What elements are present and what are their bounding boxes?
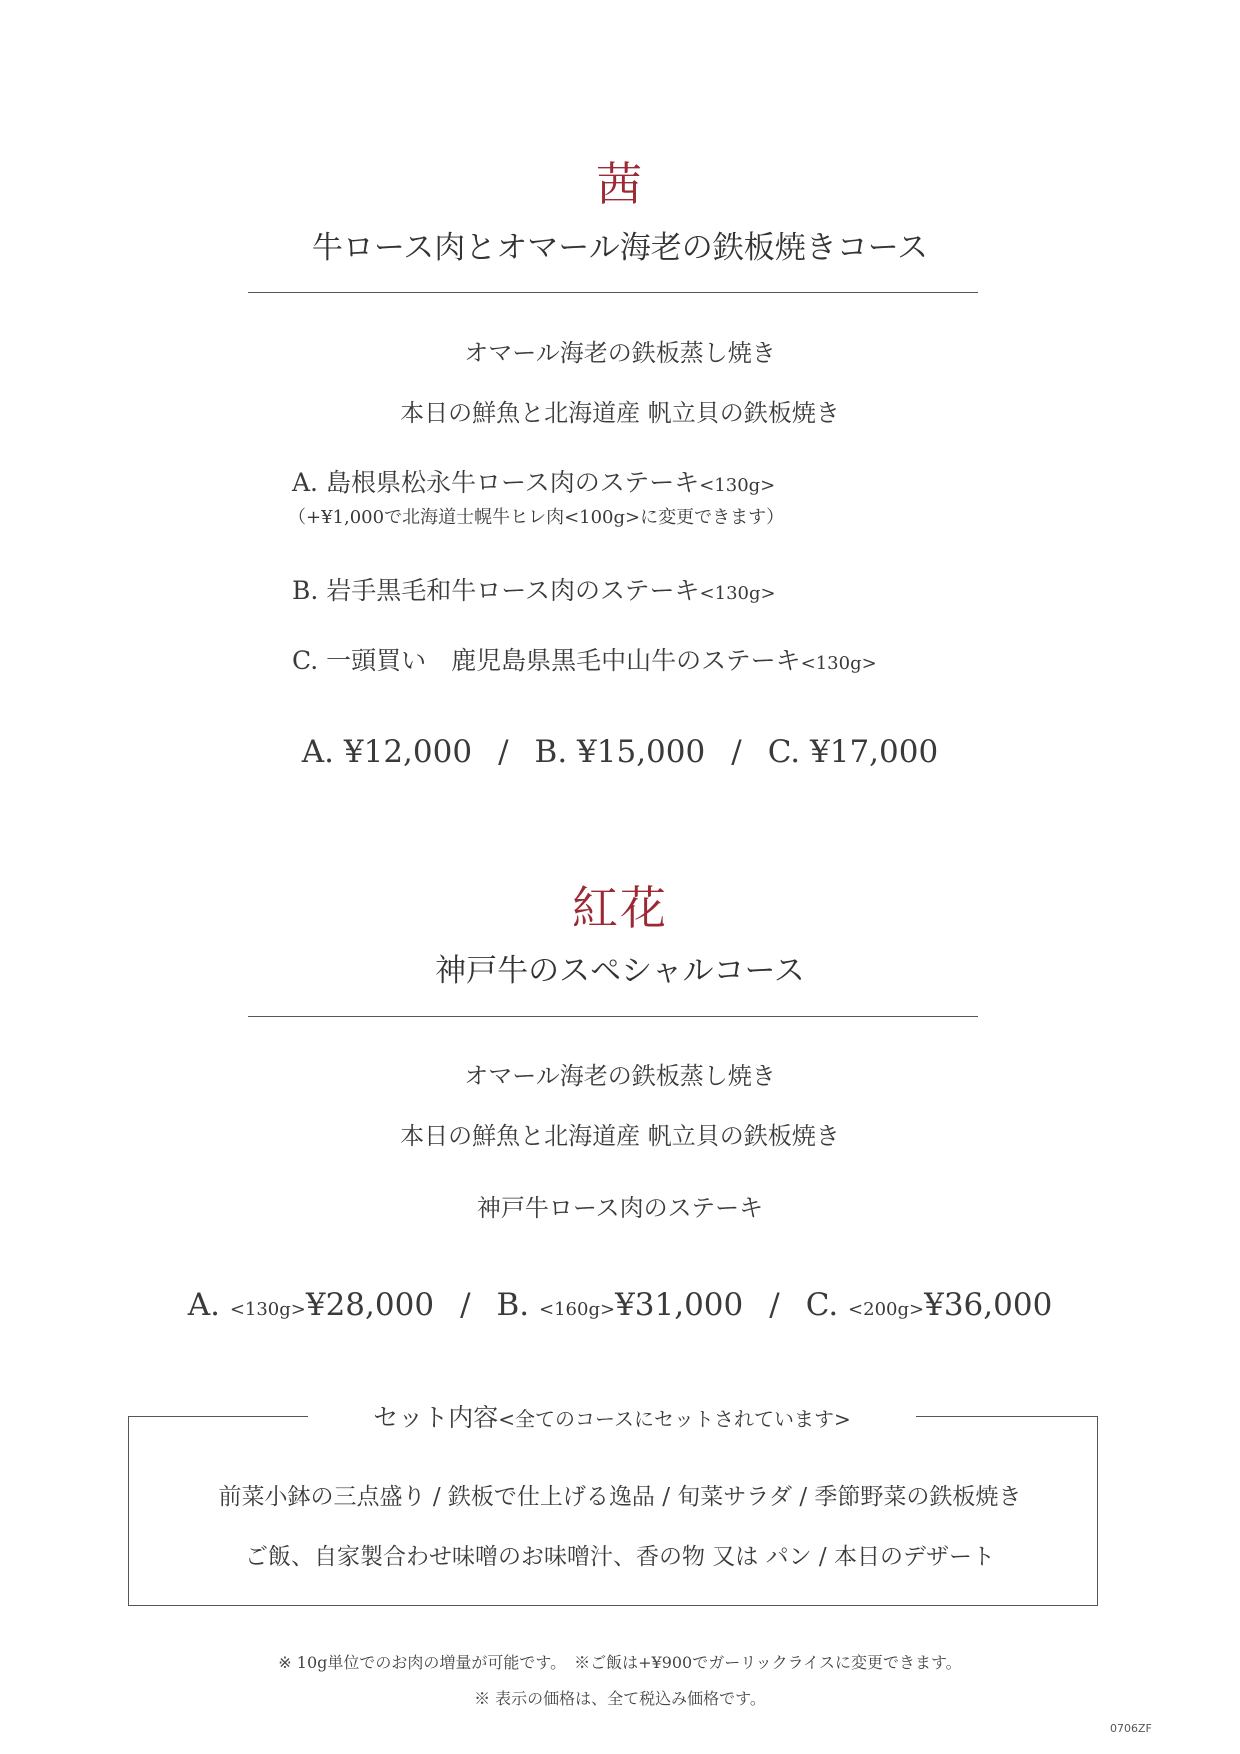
- set-title-main: セット内容: [373, 1403, 499, 1432]
- set-contents-line-2: ご飯、自家製合わせ味噌のお味噌汁、香の物 又は パン / 本日のデザート: [245, 1544, 995, 1570]
- course-2-price-b: [497, 1287, 744, 1323]
- footnote-1: ※ 10g単位でのお肉の増量が可能です。 ※ご飯は+¥900でガーリックライスに変更できます。: [278, 1653, 962, 1672]
- course-2-dish-1: オマール海老の鉄板蒸し焼き: [464, 1062, 776, 1090]
- price-separator: /: [769, 1287, 780, 1323]
- option-c-label: C. 一頭買い 鹿児島県黒毛中山牛のステーキ: [292, 646, 801, 675]
- set-contents-line-1: 前菜小鉢の三点盛り / 鉄板で仕上げる逸品 / 旬菜サラダ / 季節野菜の鉄板焼き: [218, 1484, 1022, 1510]
- set-contents-box: [128, 1416, 1098, 1606]
- course-1-dish-2: 本日の鮮魚と北海道産 帆立貝の鉄板焼き: [400, 399, 840, 427]
- price-separator: /: [731, 734, 742, 770]
- option-b-weight: <130g>: [699, 583, 776, 604]
- option-a-note: （+¥1,000で北海道士幌牛ヒレ肉<100g>に変更できます）: [288, 507, 785, 528]
- course-1-price-a: A. ¥12,000: [301, 734, 473, 770]
- option-c-weight: <130g>: [800, 653, 877, 674]
- course-1-option-a: [292, 463, 775, 499]
- option-a-weight: <130g>: [699, 475, 776, 496]
- course-1-option-b: [292, 571, 776, 607]
- course-2-price-a: [188, 1287, 434, 1323]
- course-1-prices: [0, 734, 1240, 770]
- course-1-dish-1: オマール海老の鉄板蒸し焼き: [464, 339, 776, 367]
- course-1-option-c: [292, 641, 877, 677]
- set-title-sub: <全てのコースにセットされています>: [498, 1407, 851, 1431]
- price-weight: <130g>: [229, 1299, 306, 1320]
- price-separator: /: [460, 1287, 471, 1323]
- course-1-title: 牛ロース肉とオマール海老の鉄板焼きコース: [311, 230, 929, 266]
- price-letter: C.: [805, 1287, 839, 1323]
- course-2-price-c: [806, 1287, 1053, 1323]
- course-2-divider: [248, 1016, 978, 1017]
- course-2-dish-2: 本日の鮮魚と北海道産 帆立貝の鉄板焼き: [400, 1122, 840, 1150]
- course-2-prices: [0, 1287, 1240, 1323]
- option-b-label: B. 岩手黒毛和牛ロース肉のステーキ: [292, 576, 700, 605]
- price-amount: ¥28,000: [305, 1287, 435, 1323]
- price-amount: ¥31,000: [615, 1287, 744, 1323]
- price-separator: /: [498, 734, 509, 770]
- course-2-name: 紅花: [572, 881, 668, 935]
- price-letter: B.: [496, 1287, 530, 1323]
- option-a-label: A. 島根県松永牛ロース肉のステーキ: [292, 468, 700, 497]
- price-weight: <200g>: [848, 1299, 925, 1320]
- price-weight: <160g>: [539, 1299, 616, 1320]
- set-contents-title: [308, 1398, 916, 1434]
- course-1-divider: [248, 292, 978, 293]
- course-1-name: 茜: [596, 157, 644, 211]
- course-2-dish-3: 神戸牛ロース肉のステーキ: [476, 1194, 764, 1222]
- price-letter: A.: [187, 1287, 220, 1323]
- course-2-title: 神戸牛のスペシャルコース: [435, 953, 805, 989]
- course-1-price-b: B. ¥15,000: [534, 734, 706, 770]
- document-code: 0706ZF: [1110, 1722, 1152, 1735]
- price-amount: ¥36,000: [924, 1287, 1053, 1323]
- footnote-2: ※ 表示の価格は、全て税込み価格です。: [474, 1689, 766, 1708]
- course-1-price-c: C. ¥17,000: [767, 734, 939, 770]
